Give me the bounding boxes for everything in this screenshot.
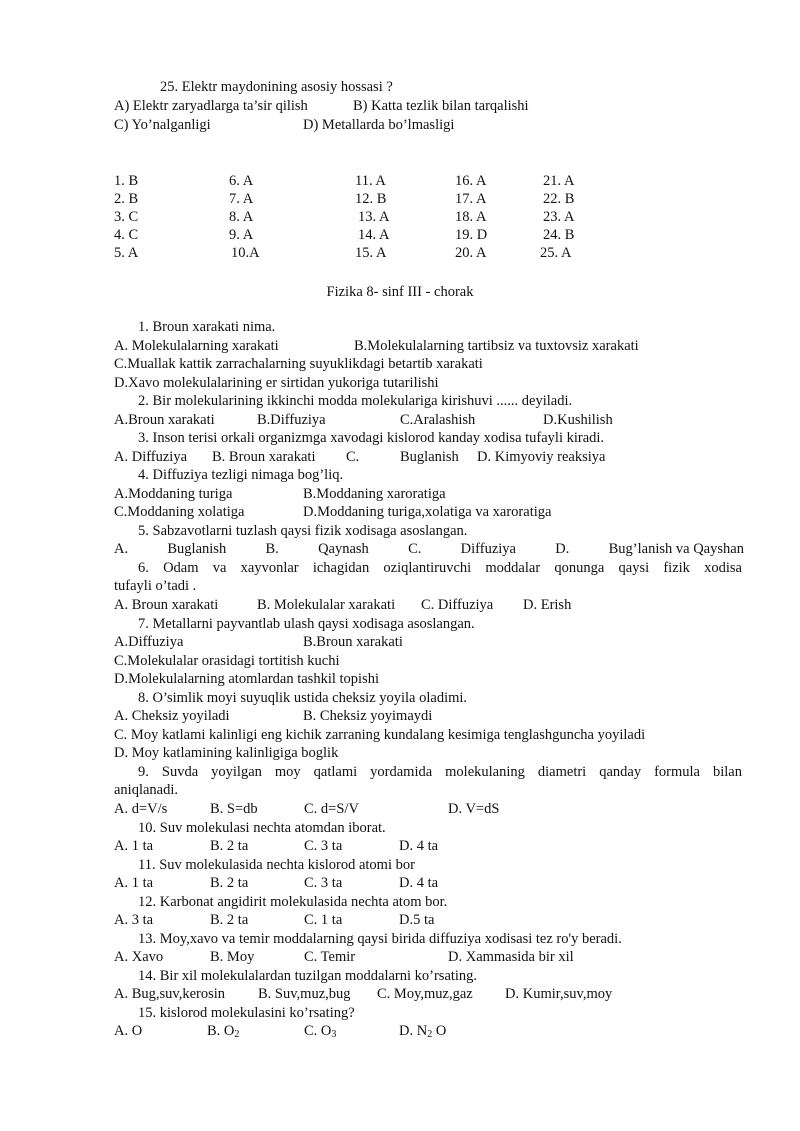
option: B. Cheksiz yoyimaydi (303, 708, 433, 724)
answer-key-cell: 23. A (543, 209, 575, 225)
option-25-c: C) Yo’nalganligi (114, 117, 211, 133)
question-10: 10. Suv molekulasi nechta atomdan iborat. (138, 820, 386, 836)
option: C. (408, 541, 422, 557)
option: A. Diffuziya (114, 449, 188, 465)
option: D. Xammasida bir xil (448, 949, 574, 965)
answer-key-cell: 3. C (114, 209, 139, 225)
option: Bug’lanish va Qayshan (608, 541, 744, 557)
answer-key-cell: 14. A (358, 227, 390, 243)
option: C.Muallak kattik zarrachalarning suyuklikdagi betartib xarakati (114, 356, 483, 372)
option: B. Broun xarakati (212, 449, 316, 465)
option: B.Molekulalarning tartibsiz va tuxtovsiz xarakati (354, 338, 639, 354)
option: A. 3 ta (114, 912, 154, 928)
option: A. 1 ta (114, 875, 154, 891)
option: C. $O_3$ (304, 1023, 337, 1040)
question-14: 14. Bir xil molekulalardan tuzilgan moddalarni ko’rsating. (138, 968, 478, 984)
option: A. Molekulalarning xarakati (114, 338, 279, 354)
option-25-b: B) Katta tezlik bilan tarqalishi (353, 98, 529, 114)
option: D. Erish (523, 597, 572, 613)
option: D. (555, 541, 570, 557)
question-6: 6. Odam va xayvonlar ichagidan oziqlantiruvchi moddalar qonunga qaysi fizik xodisa (138, 560, 742, 576)
option: B. Molekulalar xarakati (257, 597, 396, 613)
option: B. Moy (210, 949, 255, 965)
option: B.Broun xarakati (303, 634, 403, 650)
question-13: 13. Moy,xavo va temir moddalarning qaysi birida diffuziya xodisasi tez ro'y beradi. (138, 931, 622, 947)
question-3: 3. Inson terisi orkali organizmga xavodagi kislorod kanday xodisa tufayli kiradi. (138, 430, 605, 446)
answer-key-cell: 5. A (114, 245, 139, 261)
question-11: 11. Suv molekulasida nechta kislorod atomi bor (138, 857, 415, 873)
answer-key-cell: 22. B (543, 191, 575, 207)
option: C. 3 ta (304, 875, 343, 891)
option: C. 1 ta (304, 912, 343, 928)
answer-key-cell: 21. A (543, 173, 575, 189)
option: C. Diffuziya (421, 597, 494, 613)
option: C.Moddaning xolatiga (114, 504, 245, 520)
question-9-cont: aniqlanadi. (114, 782, 179, 798)
question-5: 5. Sabzavotlarni tuzlash qaysi fizik xodisaga asoslangan. (138, 523, 468, 539)
option: C. Temir (304, 949, 356, 965)
question-2: 2. Bir molekularining ikkinchi modda molekulariga kirishuvi ...... deyiladi. (138, 393, 573, 409)
answer-key-cell: 10.A (231, 245, 260, 261)
question-9: 9. Suvda yoyilgan moy qatlami yordamida molekulaning diametri qanday formula bilan (138, 764, 742, 780)
question-4: 4. Diffuziya tezligi nimaga bog’liq. (138, 467, 344, 483)
answer-key-cell: 7. A (229, 191, 254, 207)
option: Diffuziya (460, 541, 516, 557)
question-12: 12. Karbonat angidirit molekulasida nechta atom bor. (138, 894, 448, 910)
answer-key-cell: 13. A (358, 209, 390, 225)
option: B. Suv,muz,bug (258, 986, 351, 1002)
answer-key-cell: 8. A (229, 209, 254, 225)
option: A. Bug,suv,kerosin (114, 986, 226, 1002)
option: Buglanish (400, 449, 459, 465)
option: C. 3 ta (304, 838, 343, 854)
answer-key-cell: 17. A (455, 191, 487, 207)
answer-key-cell: 11. A (355, 173, 386, 189)
question-25: 25. Elektr maydonining asosiy hossasi ? (160, 79, 393, 95)
answer-key-cell: 1. B (114, 173, 139, 189)
option: C. Moy katlami kalinligi eng kichik zarraning kundalang kesimiga tenglashguncha yoyiladi (114, 727, 646, 743)
option: D.5 ta (399, 912, 435, 928)
answer-key-cell: 4. C (114, 227, 139, 243)
option: D. V=dS (448, 801, 500, 817)
option-25-d: D) Metallarda bo’lmasligi (303, 117, 455, 133)
option: A. Cheksiz yoyiladi (114, 708, 230, 724)
answer-key-cell: 6. A (229, 173, 254, 189)
option: B.Moddaning xaroratiga (303, 486, 446, 502)
option: A. Xavo (114, 949, 164, 965)
option: B. $O_2$ (207, 1023, 240, 1040)
option: D.Molekulalarning atomlardan tashkil topishi (114, 671, 379, 687)
question-6-cont: tufayli o’tadi . (114, 578, 197, 594)
question-15: 15. kislorod molekulasini ko’rsating? (138, 1005, 355, 1021)
option: D.Moddaning turiga,xolatiga va xaroratiga (303, 504, 552, 520)
option: C. d=S/V (304, 801, 359, 817)
option: D.Kushilish (543, 412, 613, 428)
option-25-a: A) Elektr zaryadlarga ta’sir qilish (114, 98, 308, 114)
answer-key-cell: 12. B (355, 191, 387, 207)
question-1: 1. Broun xarakati nima. (138, 319, 276, 335)
option: A. d=V/s (114, 801, 168, 817)
option: A. 1 ta (114, 838, 154, 854)
option: B. 2 ta (210, 875, 249, 891)
option: C. (346, 449, 360, 465)
option: D. Moy katlamining kalinligiga boglik (114, 745, 339, 761)
option: A. Broun xarakati (114, 597, 219, 613)
option: C. Moy,muz,gaz (377, 986, 473, 1002)
option: D. 4 ta (399, 875, 439, 891)
answer-key-cell: 18. A (455, 209, 487, 225)
question-8: 8. O’simlik moyi suyuqlik ustida cheksiz yoyila oladimi. (138, 690, 468, 706)
option: Qaynash (318, 541, 369, 557)
question-7: 7. Metallarni payvantlab ulash qaysi xodisaga asoslangan. (138, 616, 475, 632)
answer-key-cell: 24. B (543, 227, 575, 243)
option: B. 2 ta (210, 838, 249, 854)
option: A.Moddaning turiga (114, 486, 233, 502)
option: B.Diffuziya (257, 412, 326, 428)
answer-key-cell: 19. D (455, 227, 488, 243)
answer-key-cell: 25. A (540, 245, 572, 261)
answer-key-cell: 15. A (355, 245, 387, 261)
answer-key-cell: 20. A (455, 245, 487, 261)
option: B. S=db (210, 801, 258, 817)
option: B. 2 ta (210, 912, 249, 928)
option: D. Kimyoviy reaksiya (477, 449, 606, 465)
option: A. (114, 541, 129, 557)
option: D. Kumir,suv,moy (505, 986, 613, 1002)
option: A. O (114, 1023, 143, 1039)
option: Buglanish (167, 541, 227, 557)
option: D. 4 ta (399, 838, 439, 854)
section-title: Fizika 8- sinf III - chorak (326, 284, 474, 300)
option: A.Broun xarakati (114, 412, 215, 428)
answer-key-cell: 9. A (229, 227, 254, 243)
option: D. $N_2$ O (399, 1023, 447, 1040)
answer-key-cell: 2. B (114, 191, 139, 207)
option: C.Molekulalar orasidagi tortitish kuchi (114, 653, 340, 669)
option: D.Xavo molekulalarining er sirtidan yukoriga tutarilishi (114, 375, 439, 391)
answer-key-cell: 16. A (455, 173, 487, 189)
option: C.Aralashish (400, 412, 476, 428)
options-row (114, 540, 744, 558)
option: B. (265, 541, 279, 557)
option: A.Diffuziya (114, 634, 184, 650)
